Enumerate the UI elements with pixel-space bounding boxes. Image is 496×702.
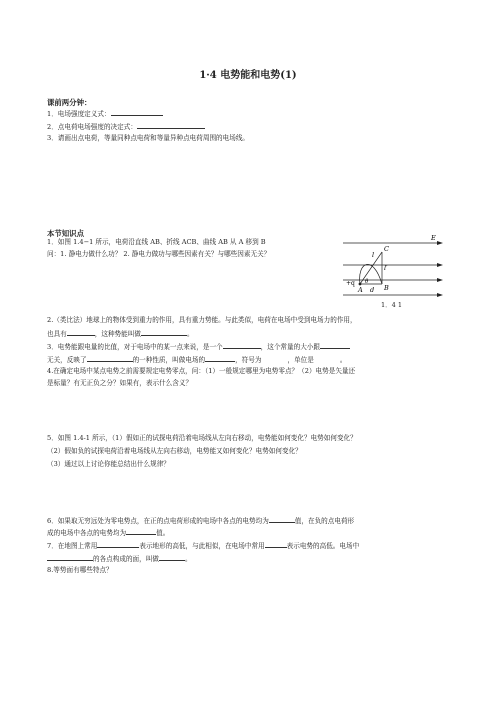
q7-text: 的各点构成的面，叫做 [93, 555, 159, 563]
label-B: B [384, 284, 389, 292]
answer-blank[interactable] [87, 354, 133, 362]
q3-text: 3．电势能跟电量的比值，对于电场中的某一点来说，是一个 [47, 343, 223, 351]
warmup-item-2-text: 2．点电荷电场强度的决定式： [47, 123, 137, 131]
q1-line-1: 1．如图 1.4−1 所示，电荷沿直线 AB、折线 ACB、曲线 AB 从 A 移到 B [47, 238, 266, 246]
answer-blank[interactable] [205, 354, 235, 362]
warmup-item-3: 3．请画出点电荷，等量同种点电荷和等量异种点电荷周围的电场线。 [47, 134, 250, 142]
answer-blank[interactable] [126, 527, 156, 535]
q5-line-1: 5．如图 1.4-1 所示，（1）假如正的试探电荷沿着电场线从左向右移动，电势能如何变化？电势如何变化？ [47, 434, 357, 442]
q6-text: 值。 [156, 529, 170, 537]
q5-line-2: （2）假如负的试探电荷沿着电场线从左向右移动，电势能又如何变化？电势如何变化？ [47, 447, 302, 455]
q3-line-2 [47, 354, 346, 365]
q8-line: 8.等势面有哪些特点？ [47, 566, 113, 574]
q7-text: 7．在地图上常用 [47, 542, 98, 550]
label-l: l [372, 251, 375, 259]
page-title: 1·4 电势能和电势(1) [199, 70, 297, 81]
answer-blank[interactable] [269, 515, 295, 523]
field-diagram [343, 232, 443, 310]
answer-blank[interactable] [159, 553, 185, 561]
q1-line-2: 问：1. 静电力做什么功？ 2. 静电力做功与哪些因素有关？与哪些因素无关？ [47, 250, 271, 258]
q2-line-1 [47, 316, 357, 325]
q3-line-1 [47, 341, 350, 352]
q7-line-1 [47, 540, 359, 551]
q3-text: ，符号为 [235, 356, 262, 364]
q2-text: 2.（类比法）地球上的物体受到重力的作用，具有重力势能。与此类似，电荷在电场中受到电场力的作用， [47, 316, 357, 324]
q5-line-3: （3）通过以上讨论你能总结出什么规律？ [47, 460, 170, 468]
warmup-item-1-text: 1．电场强度定义式： [47, 110, 111, 118]
q2-text: 也具有 [47, 330, 67, 338]
answer-blank[interactable] [111, 108, 163, 116]
label-theta: θ [365, 279, 369, 285]
q6-line-2 [47, 527, 169, 538]
answer-blank[interactable] [67, 328, 95, 336]
q2-text: ，这种势能叫做 [94, 330, 141, 338]
label-l-prime: l′ [384, 264, 388, 272]
q7-text: 表示电势的高低。电场中 [286, 542, 360, 550]
q7-text: 。 [184, 555, 192, 563]
q6-line-1 [47, 515, 354, 526]
label-A: A [358, 286, 363, 294]
q2-text: 。 [186, 330, 194, 338]
answer-blank[interactable] [265, 540, 287, 548]
q7-line-2 [47, 553, 192, 564]
section-heading-knowledge: 本节知识点 [47, 229, 84, 238]
answer-blank[interactable] [320, 341, 350, 349]
label-C: C [384, 245, 389, 253]
warmup-item-1 [47, 108, 163, 119]
section-heading-warmup: 课前两分钟： [47, 98, 92, 107]
label-d: d [370, 286, 375, 294]
q6-text: 6．如果取无穷远处为零电势点，在正的点电荷形成的电场中各点的电势均为 [47, 517, 269, 525]
q3-text: ，这个常量的大小跟 [260, 343, 320, 351]
q3-text: ，单位是 [287, 356, 314, 364]
label-charge: +q [346, 280, 355, 287]
answer-blank[interactable] [47, 553, 93, 561]
answer-blank[interactable] [223, 341, 261, 349]
q6-text: 值，在负的点电荷形 [294, 517, 355, 525]
q7-text: 表示地形的高低，与此相似，在电场中常用 [139, 542, 265, 550]
q4-line-1: 4.在确定电场中某点电势之前需要规定电势零点，问：（1）一般规定哪里为电势零点？（2）电势是矢量还 [47, 367, 356, 375]
q3-text: 。 [339, 356, 347, 364]
q3-text: 无关，反映了 [47, 356, 87, 364]
q3-text: 的一种性质，叫做电场的 [132, 356, 206, 364]
warmup-item-2 [47, 121, 205, 132]
q2-line-2 [47, 328, 194, 339]
q4-line-2: 是标量？有无正负之分？如果有，表示什么含义？ [47, 379, 193, 387]
q6-text: 成的电场中各点的电势均为 [47, 529, 127, 537]
answer-blank[interactable] [97, 540, 139, 548]
answer-blank[interactable] [137, 121, 205, 129]
answer-blank[interactable] [141, 328, 187, 336]
figure-caption: 1．4 1 [381, 301, 402, 309]
label-E: E [431, 234, 436, 242]
